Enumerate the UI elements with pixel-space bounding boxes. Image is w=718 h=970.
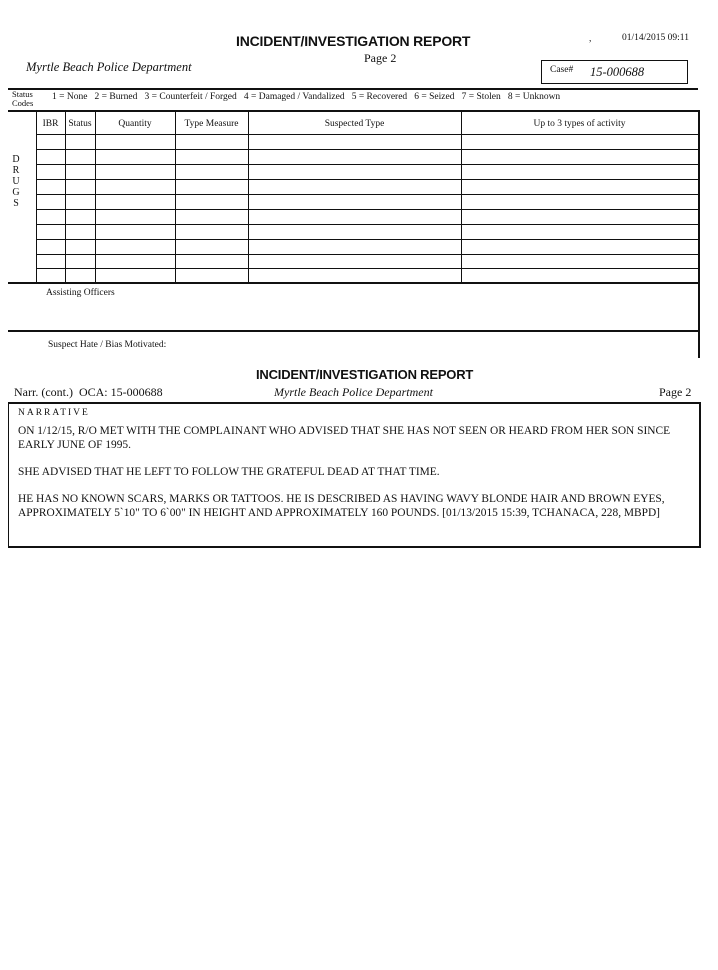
narrative-paragraph: ON 1/12/15, R/O MET WITH THE COMPLAINANT WHO ADVISED THAT SHE HAS NOT SEEN OR HEARD FROM HER SON SINCE EARLY JUNE OF 1995. — [18, 425, 671, 451]
case-label: Case# — [550, 65, 574, 75]
narrative-department: Myrtle Beach Police Department — [274, 385, 433, 399]
narrative-box — [8, 402, 701, 548]
row-rule — [36, 239, 698, 240]
row-rule — [36, 254, 698, 255]
status-codes-legend: 1 = None 2 = Burned 3 = Counterfeit / Forged 4 = Damaged / Vandalized 5 = Recovered 6 = Seized 7 = Stolen 8 = Unknown — [52, 92, 561, 102]
narrative-body — [18, 424, 688, 533]
row-rule — [36, 209, 698, 210]
narrative-report-title: INCIDENT/INVESTIGATION REPORT — [256, 367, 474, 382]
col-header-status: Status — [68, 119, 92, 129]
drugs-side-label: D R U G S — [12, 154, 20, 209]
row-rule — [36, 224, 698, 225]
col-sep — [36, 112, 37, 282]
narrative-oca: Narr. (cont.) OCA: 15-000688 — [14, 385, 163, 399]
col-sep — [461, 112, 462, 282]
narrative-paragraph: SHE ADVISED THAT HE LEFT TO FOLLOW THE GRATEFUL DEAD AT THAT TIME. — [18, 466, 440, 478]
status-top-rule — [8, 88, 698, 90]
col-header-suspected-type: Suspected Type — [324, 119, 385, 129]
narrative-paragraph: HE HAS NO KNOWN SCARS, MARKS OR TATTOOS. HE IS DESCRIBED AS HAVING WAVY BLONDE HAIR AND BROWN EYES, APPROXIMATELY 5`10" TO 6`00" IN HEIGHT AND APPROXIMATELY 160 POUNDS. [01/13/2015 15:39, TCHANACA, 228, MBPD] — [18, 493, 665, 519]
timestamp-comma: , — [589, 34, 592, 44]
department-name: Myrtle Beach Police Department — [26, 60, 192, 74]
row-rule — [36, 268, 698, 269]
assisting-officers-box — [8, 280, 700, 332]
narrative-heading: NARRATIVE — [18, 408, 90, 418]
col-header-ibr: IBR — [42, 119, 59, 129]
col-sep — [248, 112, 249, 282]
print-timestamp: 01/14/2015 09:11 — [622, 33, 689, 43]
row-rule — [36, 164, 698, 165]
col-sep — [175, 112, 176, 282]
assisting-officers-label: Assisting Officers — [46, 288, 115, 298]
case-number: 15-000688 — [590, 65, 645, 79]
row-rule — [36, 194, 698, 195]
case-box — [541, 60, 688, 84]
row-rule — [36, 149, 698, 150]
col-header-quantity: Quantity — [118, 119, 152, 129]
row-rule — [36, 134, 698, 135]
status-codes-label: Status Codes — [12, 89, 34, 108]
col-header-type-measure: Type Measure — [184, 119, 239, 129]
col-sep — [65, 112, 66, 282]
col-sep — [95, 112, 96, 282]
drugs-table — [8, 110, 700, 284]
row-rule — [36, 179, 698, 180]
page-number: Page 2 — [364, 51, 397, 65]
report-title: INCIDENT/INVESTIGATION REPORT — [236, 33, 471, 49]
hate-bias-label: Suspect Hate / Bias Motivated: — [48, 340, 167, 350]
col-header-activity: Up to 3 types of activity — [533, 119, 626, 129]
narrative-page-number: Page 2 — [659, 385, 692, 399]
hate-bias-box — [8, 332, 700, 358]
